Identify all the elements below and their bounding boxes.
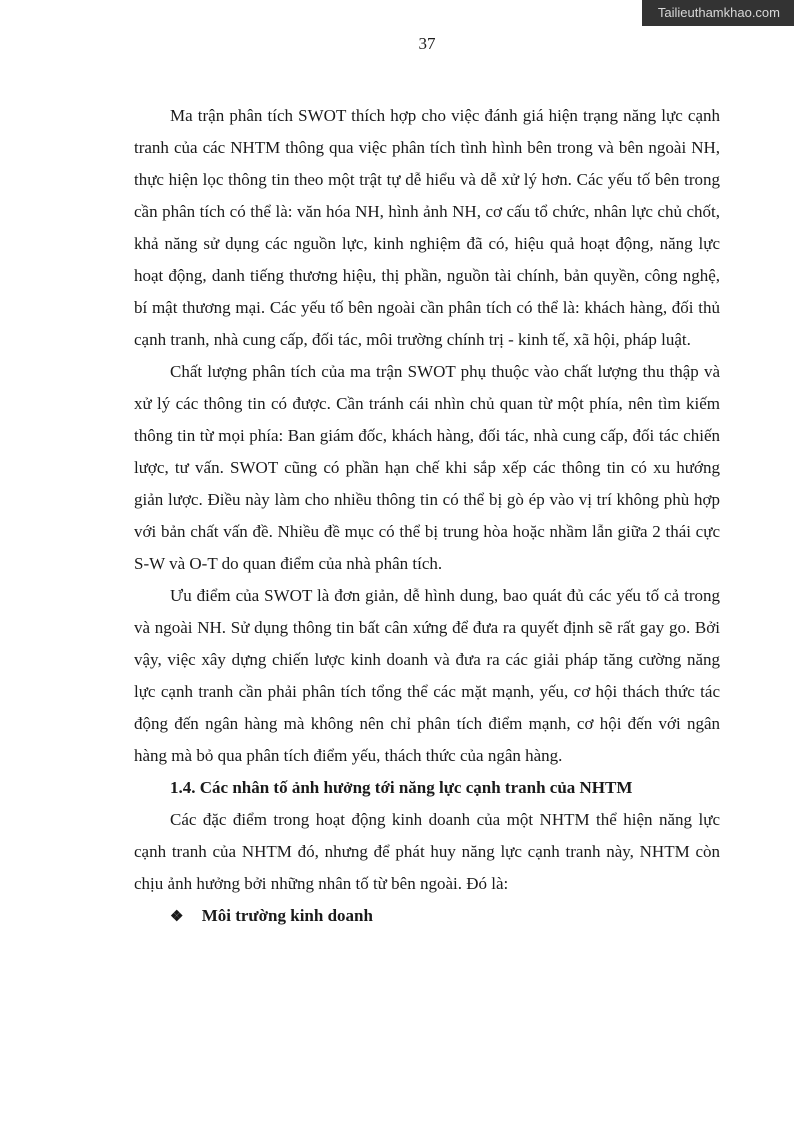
paragraph-swot-quality: Chất lượng phân tích của ma trận SWOT phụ thuộc vào chất lượng thu thập và xử lý các thông tin có được. Cần tránh cái nhìn chủ quan từ một phía, nên tìm kiếm thông tin từ mọi phía: Ban giám đốc, khách hàng, đối tác, nhà cung cấp, đối tác chiến lược, tư vấn. SWOT cũng có phần hạn chế khi sắp xếp các thông tin có xu hướng giản lược. Điều này làm cho nhiều thông tin có thể bị gò ép vào vị trí không phù hợp với bản chất vấn đề. Nhiều đề mục có thể bị trung hòa hoặc nhầm lẫn giữa 2 thái cực S-W và O-T do quan điểm của nhà phân tích. [134, 362, 720, 573]
diamond-bullet-icon: ❖ [170, 909, 184, 925]
page-content [134, 100, 720, 933]
bullet-label: Môi trường kinh doanh [201, 906, 373, 925]
paragraph-swot-intro: Ma trận phân tích SWOT thích hợp cho việc đánh giá hiện trạng năng lực cạnh tranh của các NHTM thông qua việc phân tích tình hình bên trong và bên ngoài NH, thực hiện lọc thông tin theo một trật tự dễ hiểu và dễ xử lý hơn. Các yếu tố bên trong cần phân tích có thể là: văn hóa NH, hình ảnh NH, cơ cấu tổ chức, nhân lực chủ chốt, khả năng sử dụng các nguồn lực, kinh nghiệm đã có, hiệu quả hoạt động, năng lực hoạt động, danh tiếng thương hiệu, thị phần, nguồn tài chính, bản quyền, công nghệ, bí mật thương mại. Các yếu tố bên ngoài cần phân tích có thể là: khách hàng, đối thủ cạnh tranh, nhà cung cấp, đối tác, môi trường chính trị - kinh tế, xã hội, pháp luật. [134, 106, 720, 349]
watermark-badge: Tailieuthamkhao.com [642, 0, 794, 26]
paragraph-swot-advantages: Ưu điểm của SWOT là đơn giản, dễ hình dung, bao quát đủ các yếu tố cả trong và ngoài NH. Sử dụng thông tin bất cân xứng để đưa ra quyết định sẽ rất gay go. Bởi vậy, việc xây dựng chiến lược kinh doanh và đưa ra các giải pháp tăng cường năng lực cạnh tranh cần phải phân tích tổng thể các mặt mạnh, yếu, cơ hội thách thức tác động đến ngân hàng mà không nên chỉ phân tích điểm mạnh, cơ hội đến với ngân hàng mà bỏ qua phân tích điểm yếu, thách thức của ngân hàng. [134, 586, 720, 765]
paragraph-section-intro: Các đặc điểm trong hoạt động kinh doanh của một NHTM thể hiện năng lực cạnh tranh của NHTM đó, nhưng để phát huy năng lực cạnh tranh này, NHTM còn chịu ảnh hưởng bởi những nhân tố từ bên ngoài. Đó là: [134, 810, 720, 893]
section-heading-1-4: 1.4. Các nhân tố ảnh hưởng tới năng lực cạnh tranh của NHTM [170, 778, 633, 797]
bullet-item-business-environment [134, 900, 720, 933]
page-number: 37 [418, 34, 436, 53]
